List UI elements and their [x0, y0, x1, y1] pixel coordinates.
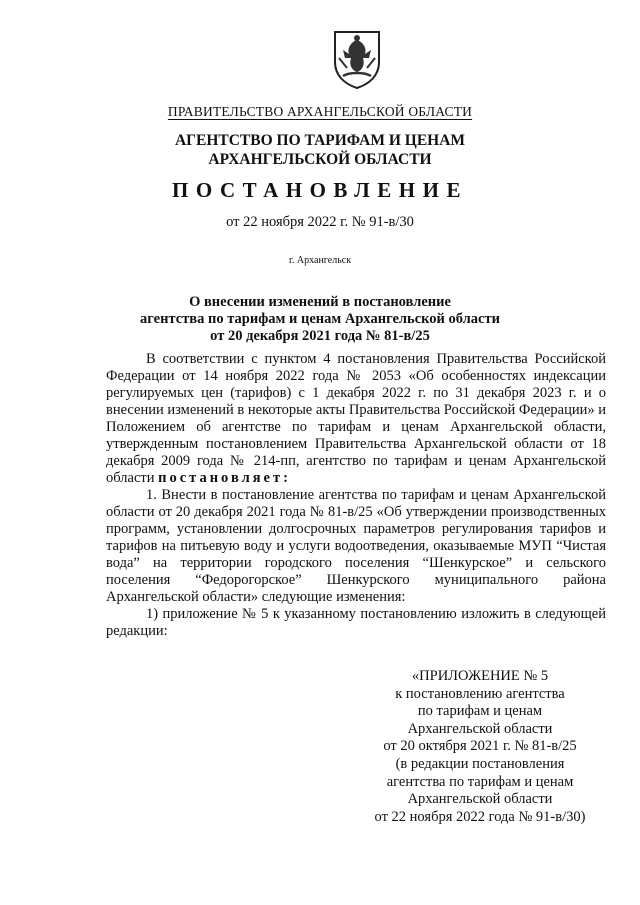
document-type-title: ПОСТАНОВЛЕНИЕ [172, 178, 468, 202]
appendix-line3: по тарифам и ценам [417, 703, 543, 720]
paragraph-preamble [106, 351, 606, 487]
document-date-number: от 22 ноября 2022 г. № 91-в/30 [226, 214, 414, 230]
paragraph-subitem-1: 1) приложение № 5 к указанному постановлению изложить в следующей редакции: [106, 606, 606, 639]
agency-name-line2: АРХАНГЕЛЬСКОЙ ОБЛАСТИ [208, 151, 432, 168]
appendix-line2: к постановлению агентства [395, 685, 565, 702]
subject-line3: от 20 декабря 2021 года № 81-в/25 [210, 328, 430, 344]
paragraph-item-1: 1. Внести в постановление агентства по тарифам и ценам Архангельской области от 20 декабря 2021 года № 81-в/25 «Об утверждении производственных программ, установлении долгосрочных параметров регулирования тарифов и тарифов на питьевую воду и услуги водоотведения, оказываемые МУП “Чистая вода” на территории городского поселения “Шенкурское” и сельского поселения “Федорогорское” Шенкурского муниципального района Архангельской области» следующие изменения: [106, 487, 606, 605]
appendix-line6: (в редакции постановления [395, 755, 565, 772]
document-subject [0, 294, 640, 345]
subject-line1: О внесении изменений в постановление [189, 294, 451, 310]
document-city: г. Архангельск [288, 255, 352, 266]
document-body [106, 351, 606, 640]
agency-name [0, 131, 640, 169]
coat-of-arms-emblem [329, 28, 385, 90]
appendix-line1: «ПРИЛОЖЕНИЕ № 5 [411, 668, 549, 684]
government-name: ПРАВИТЕЛЬСТВО АРХАНГЕЛЬСКОЙ ОБЛАСТИ [167, 104, 473, 119]
subject-line2: агентства по тарифам и ценам Архангельской области [140, 311, 500, 327]
appendix-line9: от 22 ноября 2022 года № 91-в/30) [374, 808, 586, 825]
agency-name-line1: АГЕНТСТВО ПО ТАРИФАМ И ЦЕНАМ [174, 132, 466, 149]
appendix-line7: агентства по тарифам и ценам [386, 773, 574, 790]
appendix-line5: от 20 октября 2021 г. № 81-в/25 [383, 738, 577, 755]
appendix-header [360, 668, 600, 826]
preamble-text: В соответствии с пунктом 4 постановления Правительства Российской Федерации от 14 ноября 2022 года № 2053 «Об особенностях индексации регулируемых цен (тарифов) с 1 декабря 2022 г. по 31 декабря 2023 г. и о внесении изменений в некоторые акты Правительства Российской Федерации» и Положением об агентстве по тарифам и ценам Архангельской области, утвержденным постановлением Правительства Архангельской области от 18 декабря 2009 года № 214-пп, агентство по тарифам и ценам Архангельской области [106, 351, 606, 486]
appendix-line4: Архангельской области [407, 720, 553, 737]
resolves-word: постановляет: [158, 470, 291, 486]
appendix-line8: Архангельской области [407, 791, 553, 808]
